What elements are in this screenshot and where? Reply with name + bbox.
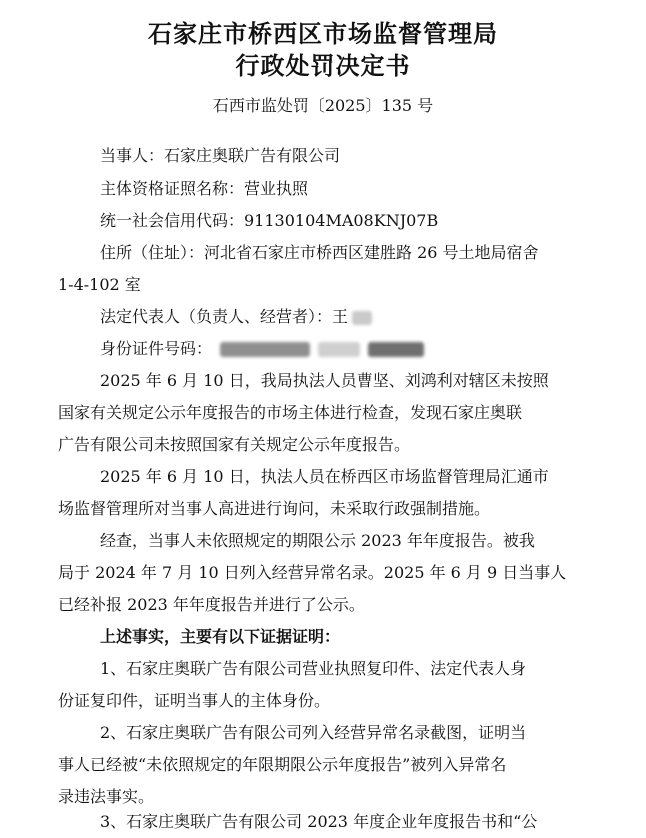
paragraph-line: 场监督管理所对当事人高进进行询问，未采取行政强制措施。: [58, 499, 491, 518]
redaction-mark: [368, 342, 424, 357]
evidence-item: 3、石家庄奥联广告有限公司 2023 年度企业年度报告书和“公: [100, 812, 538, 831]
paragraph-line: 2025 年 6 月 10 日，我局执法人员曹坚、刘鸿利对辖区未按照: [100, 371, 549, 390]
issuing-authority-title: 石家庄市桥西区市场监督管理局: [148, 20, 498, 48]
evidence-item: 1、石家庄奥联广告有限公司营业执照复印件、法定代表人身: [100, 659, 527, 678]
evidence-item: 录违法事实。: [58, 787, 155, 806]
license-name: 主体资格证照名称：营业执照: [100, 179, 309, 198]
legal-representative: [100, 307, 372, 327]
party-name: 当事人：石家庄奥联广告有限公司: [100, 146, 341, 165]
paragraph-line: 已经补报 2023 年年度报告并进行了公示。: [58, 595, 365, 614]
paragraph-line: 局于 2024 年 7 月 10 日列入经营异常名录。2025 年 6 月 9 日当事人: [58, 563, 567, 582]
evidence-item: 份证复印件，证明当事人的主体身份。: [58, 691, 331, 710]
redaction-mark: [352, 311, 372, 325]
paragraph-line: 国家有关规定公示年度报告的市场主体进行检查，发现石家庄奥联: [58, 403, 523, 422]
paragraph-line: 2025 年 6 月 10 日，执法人员在桥西区市场监督管理局汇通市: [100, 467, 549, 486]
address-line-2: 1-4-102 室: [58, 275, 141, 294]
legal-representative-label: 法定代表人（负责人、经营者）：王: [100, 307, 349, 326]
evidence-item: 2、石家庄奥联广告有限公司列入经营异常名录截图，证明当: [100, 723, 527, 742]
id-number: [100, 339, 424, 359]
paragraph-line: 经查，当事人未依照规定的期限公示 2023 年年度报告。被我: [100, 531, 535, 550]
document-title: 行政处罚决定书: [235, 52, 411, 80]
evidence-item: 事人已经被“未依照规定的年限期限公示年度报告”被列入异常名: [58, 755, 507, 774]
id-number-label: 身份证件号码：: [100, 339, 213, 358]
redaction-mark: [220, 342, 310, 357]
credit-code: 统一社会信用代码：91130104MA08KNJ07B: [100, 211, 439, 230]
redaction-mark: [318, 342, 360, 357]
address-line-1: 住所（住址）：河北省石家庄市桥西区建胜路 26 号土地局宿舍: [100, 243, 539, 262]
evidence-heading: 上述事实，主要有以下证据证明：: [100, 627, 341, 646]
document-number: 石西市监处罚〔2025〕135 号: [212, 96, 434, 115]
paragraph-line: 广告有限公司未按照国家有关规定公示年度报告。: [58, 435, 411, 454]
